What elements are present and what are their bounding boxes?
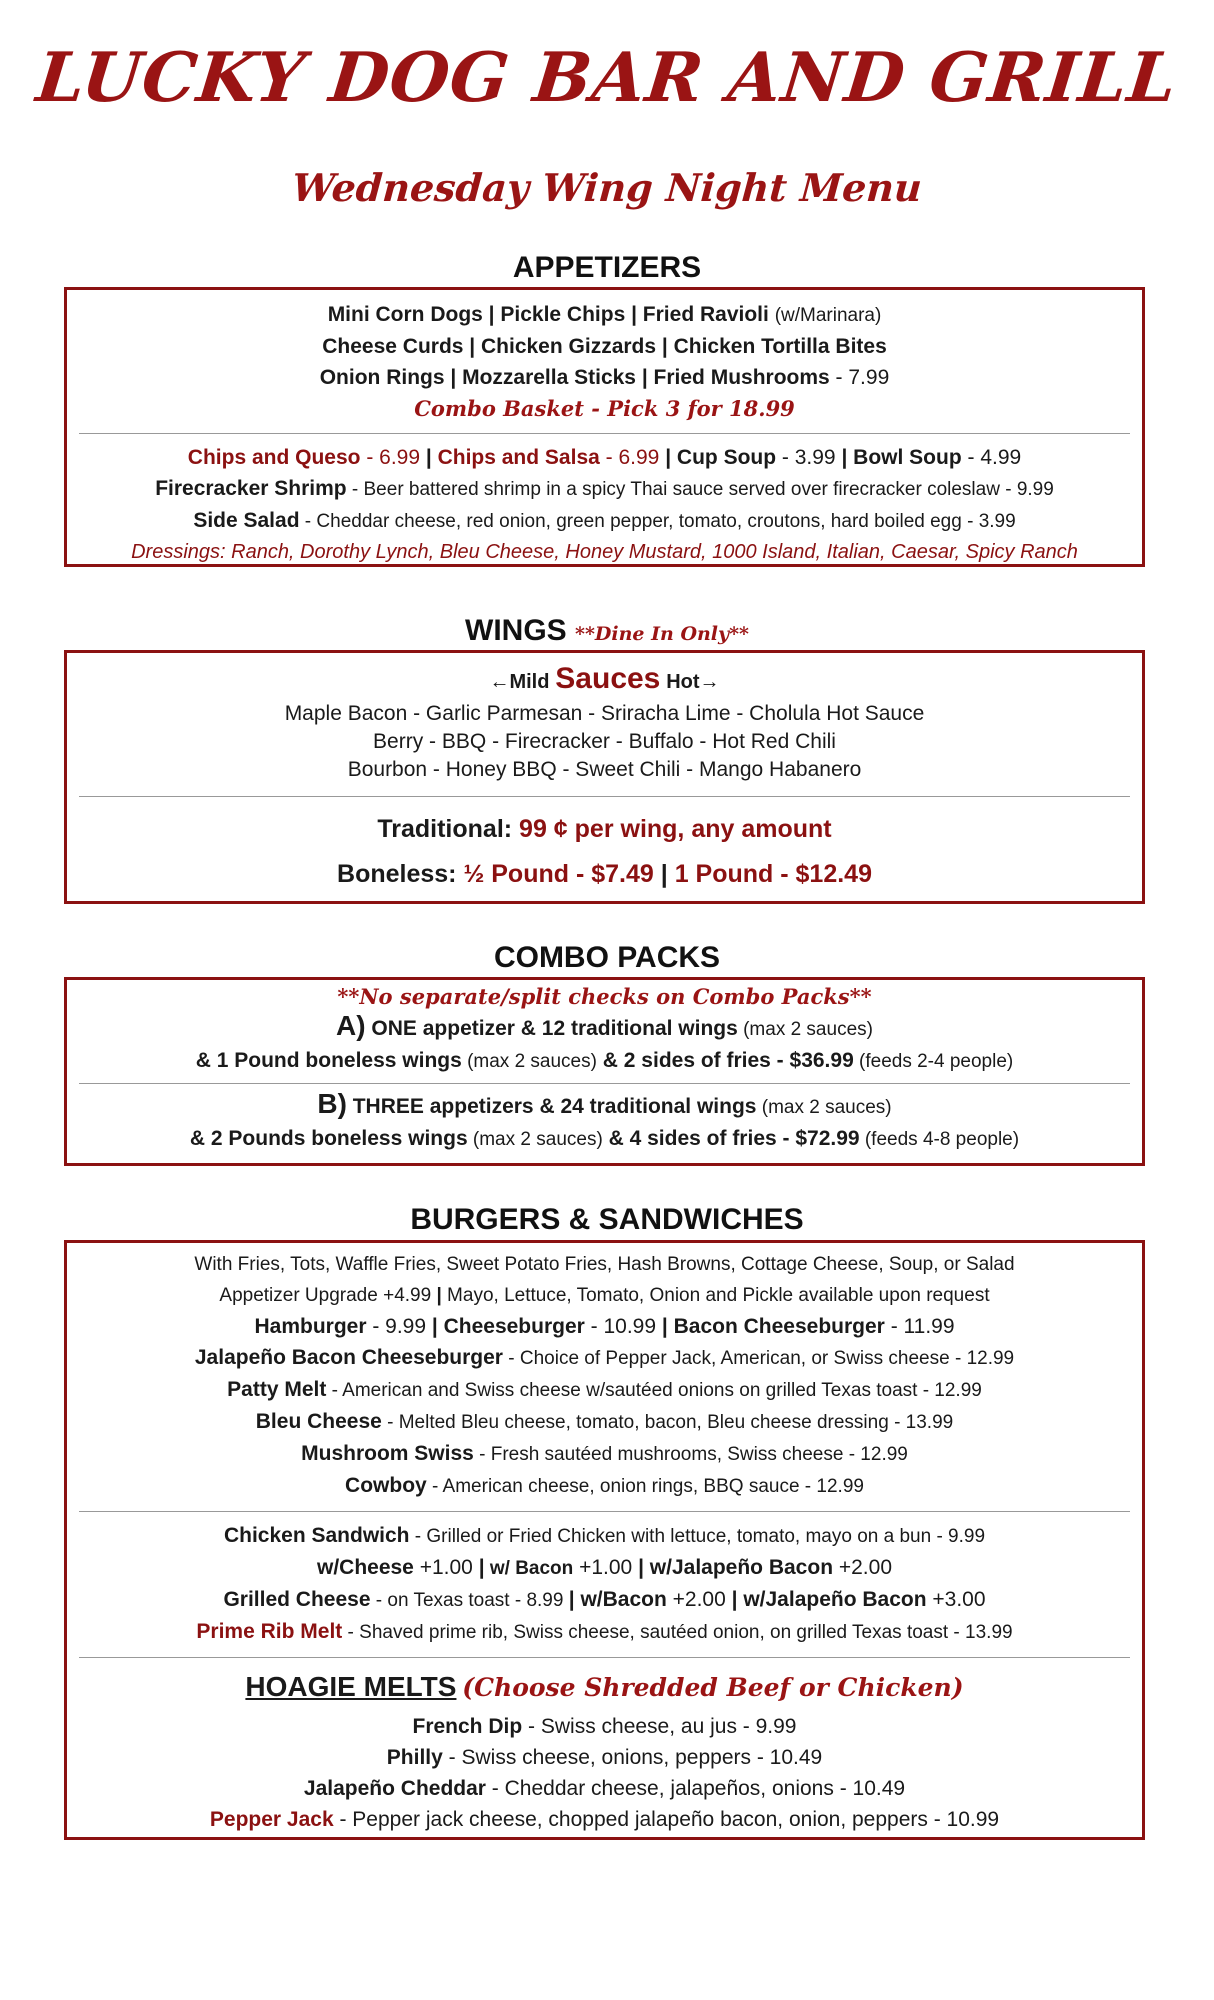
divider bbox=[79, 796, 1130, 797]
combo-a-line-1: A) ONE appetizer & 12 traditional wings (max 2 sauces) bbox=[336, 1010, 873, 1041]
appetizer-line-1: Mini Corn Dogs | Pickle Chips | Fried Ravioli (w/Marinara) bbox=[327, 303, 882, 326]
jalapeno-cheddar-line: Jalapeño Cheddar - Cheddar cheese, jalapeños, onions - 10.49 bbox=[303, 1777, 906, 1800]
addons-line: w/Cheese +1.00 | w/ Bacon +1.00 | w/Jalapeño Bacon +2.00 bbox=[316, 1556, 893, 1579]
combo-b-line-1: B) THREE appetizers & 24 traditional wings (max 2 sauces) bbox=[317, 1088, 892, 1119]
bleu-cheese-line: Bleu Cheese - Melted Bleu cheese, tomato, bacon, Bleu cheese dressing - 13.99 bbox=[255, 1410, 954, 1433]
pepper-jack-line: Pepper Jack - Pepper jack cheese, chopped jalapeño bacon, onion, peppers - 10.99 bbox=[209, 1808, 1000, 1831]
menu-title: LUCKY DOG BAR AND GRILL bbox=[32, 38, 1182, 118]
prime-rib-line: Prime Rib Melt - Shaved prime rib, Swiss cheese, sautéed onion, on grilled Texas toast - 13.99 bbox=[196, 1620, 1013, 1643]
appetizers-heading: APPETIZERS bbox=[512, 251, 702, 284]
sauce-line-2: Berry - BBQ - Firecracker - Buffalo - Hot Red Chili bbox=[373, 730, 836, 753]
burger-line: Hamburger - 9.99 | Cheeseburger - 10.99 | Bacon Cheeseburger - 11.99 bbox=[254, 1315, 955, 1338]
sides-line: With Fries, Tots, Waffle Fries, Sweet Potato Fries, Hash Browns, Cottage Cheese, Soup, or Salad bbox=[194, 1254, 1015, 1275]
philly-line: Philly - Swiss cheese, onions, peppers - 10.49 bbox=[386, 1746, 823, 1769]
wings-box bbox=[64, 650, 1145, 904]
dressings-line: Dressings: Ranch, Dorothy Lynch, Bleu Cheese, Honey Mustard, 1000 Island, Italian, Caesar, Spicy Ranch bbox=[131, 541, 1078, 563]
combo-b-line-2: & 2 Pounds boneless wings (max 2 sauces) & 4 sides of fries - $72.99 (feeds 4-8 people) bbox=[189, 1127, 1020, 1150]
grilled-cheese-line: Grilled Cheese - on Texas toast - 8.99 | w/Bacon +2.00 | w/Jalapeño Bacon +3.00 bbox=[223, 1588, 986, 1611]
mushroom-swiss-line: Mushroom Swiss - Fresh sautéed mushrooms, Swiss cheese - 12.99 bbox=[301, 1442, 908, 1465]
chips-soup-line: Chips and Queso - 6.99 | Chips and Salsa - 6.99 | Cup Soup - 3.99 | Bowl Soup - 4.99 bbox=[187, 446, 1022, 469]
patty-melt-line: Patty Melt - American and Swiss cheese w/sautéed onions on grilled Texas toast - 12.99 bbox=[227, 1378, 982, 1401]
menu-subtitle: Wednesday Wing Night Menu bbox=[290, 165, 924, 210]
combo-heading: COMBO PACKS bbox=[493, 941, 721, 974]
boneless-line: Boneless: ½ Pound - $7.49 | 1 Pound - $12.49 bbox=[337, 860, 872, 888]
burgers-heading: BURGERS & SANDWICHES bbox=[410, 1203, 804, 1236]
divider bbox=[79, 1511, 1130, 1512]
combo-box bbox=[64, 977, 1145, 1166]
divider bbox=[79, 433, 1130, 434]
french-dip-line: French Dip - Swiss cheese, au jus - 9.99 bbox=[412, 1715, 797, 1738]
appetizer-line-3: Onion Rings | Mozzarella Sticks | Fried Mushrooms - 7.99 bbox=[319, 366, 890, 389]
sauce-line-3: Bourbon - Honey BBQ - Sweet Chili - Mango Habanero bbox=[347, 758, 862, 781]
appetizer-line-2: Cheese Curds | Chicken Gizzards | Chicken Tortilla Bites bbox=[322, 335, 887, 358]
appetizers-box bbox=[64, 287, 1145, 567]
side-salad-line: Side Salad - Cheddar cheese, red onion, green pepper, tomato, croutons, hard boiled egg - 3.99 bbox=[193, 509, 1016, 532]
chicken-sandwich-line: Chicken Sandwich - Grilled or Fried Chicken with lettuce, tomato, mayo on a bun - 9.99 bbox=[223, 1524, 986, 1547]
hoagie-heading: HOAGIE MELTS (Choose Shredded Beef or Chicken) bbox=[245, 1671, 964, 1702]
sauces-header: ←Mild Sauces Hot→ bbox=[489, 662, 720, 695]
combo-basket: Combo Basket - Pick 3 for 18.99 bbox=[414, 396, 795, 421]
burgers-box bbox=[64, 1240, 1145, 1840]
combo-note: **No separate/split checks on Combo Packs** bbox=[337, 984, 872, 1009]
wings-heading: WINGS **Dine In Only** bbox=[465, 614, 749, 647]
firecracker-shrimp-line: Firecracker Shrimp - Beer battered shrimp in a spicy Thai sauce served over firecracker coleslaw - 9.99 bbox=[155, 477, 1054, 500]
cowboy-line: Cowboy - American cheese, onion rings, BBQ sauce - 12.99 bbox=[345, 1474, 864, 1497]
upgrade-line: Appetizer Upgrade +4.99 | Mayo, Lettuce, Tomato, Onion and Pickle available upon request bbox=[219, 1285, 990, 1306]
divider bbox=[79, 1083, 1130, 1084]
sauce-line-1: Maple Bacon - Garlic Parmesan - Sriracha Lime - Cholula Hot Sauce bbox=[284, 702, 925, 725]
combo-a-line-2: & 1 Pound boneless wings (max 2 sauces) & 2 sides of fries - $36.99 (feeds 2-4 people) bbox=[195, 1049, 1014, 1072]
divider bbox=[79, 1657, 1130, 1658]
traditional-line: Traditional: 99 ¢ per wing, any amount bbox=[377, 815, 832, 843]
jalapeno-burger-line: Jalapeño Bacon Cheeseburger - Choice of Pepper Jack, American, or Swiss cheese - 12.99 bbox=[194, 1346, 1015, 1369]
